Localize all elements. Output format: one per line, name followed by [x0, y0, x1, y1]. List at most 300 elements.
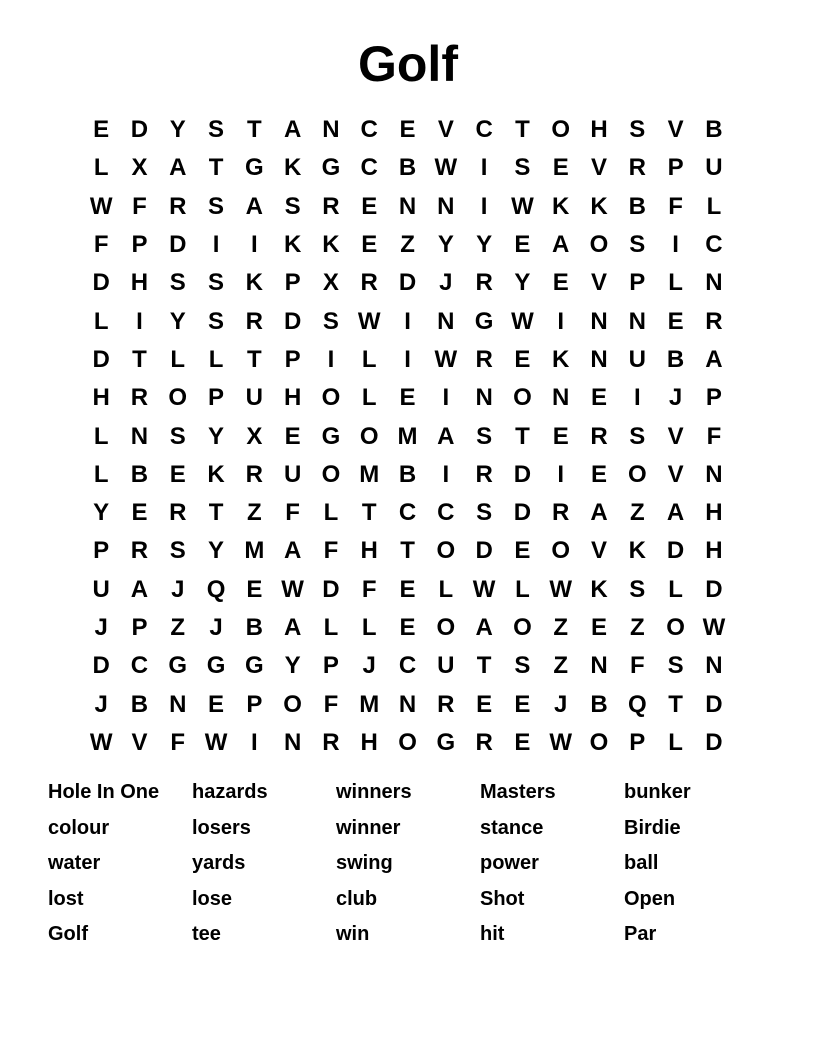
grid-letter: X [246, 422, 263, 450]
word-bank-item: Birdie [624, 816, 681, 839]
grid-letter: O [321, 384, 341, 412]
grid-letter: E [361, 231, 378, 259]
grid-letter: E [246, 575, 263, 603]
word-bank-item: winner [336, 816, 401, 839]
grid-letter: R [322, 728, 340, 756]
grid-letter: D [666, 537, 685, 565]
grid-letter: R [169, 499, 187, 527]
grid-letter: A [475, 614, 493, 641]
grid-letter: K [590, 575, 608, 603]
word-bank-item: hazards [192, 781, 268, 803]
grid-letter: P [629, 269, 646, 297]
grid-letter: L [93, 460, 109, 488]
grid-letter: R [475, 345, 493, 373]
grid-letter: F [132, 192, 147, 220]
grid-letter: G [474, 307, 494, 335]
grid-letter: P [93, 537, 110, 565]
grid-letter: R [437, 690, 455, 718]
grid-letter: S [476, 499, 493, 527]
grid-letter: S [667, 652, 684, 680]
word-bank-item: club [336, 887, 378, 910]
grid-letter: K [552, 192, 570, 220]
grid-letter: S [208, 192, 225, 220]
grid-letter: C [360, 116, 378, 144]
grid-letter: O [589, 728, 609, 756]
grid-letter: O [436, 537, 456, 565]
grid-letter: E [591, 614, 608, 641]
grid-letter: P [667, 154, 684, 182]
grid-letter: M [397, 422, 418, 450]
grid-letter: A [590, 499, 608, 527]
grid-letter: I [672, 231, 679, 259]
grid-letter: J [439, 269, 453, 297]
grid-letter: N [437, 307, 455, 335]
grid-letter: I [212, 231, 220, 259]
grid-letter: R [705, 307, 723, 335]
grid-letter: O [589, 231, 609, 259]
grid-letter: C [360, 154, 378, 182]
grid-letter: K [628, 537, 646, 565]
word-bank-item: bunker [624, 781, 691, 803]
grid-letter: T [247, 345, 262, 373]
grid-letter: Y [93, 499, 110, 527]
grid-letter: R [130, 384, 149, 412]
word-bank-item: stance [480, 816, 544, 839]
grid-letter: S [208, 269, 225, 297]
grid-letter: N [705, 269, 723, 297]
grid-letter: A [169, 154, 187, 182]
grid-letter: R [475, 269, 493, 297]
grid-letter: E [361, 192, 378, 220]
grid-letter: I [480, 154, 488, 182]
grid-letter: Z [170, 614, 186, 641]
word-bank [48, 775, 768, 953]
grid-letter: E [169, 460, 186, 488]
grid-letter: J [668, 384, 683, 412]
grid-letter: L [323, 499, 339, 527]
grid-letter: P [131, 231, 148, 259]
grid-letter: E [591, 384, 608, 412]
grid-letter: L [668, 575, 683, 603]
grid-letter: N [705, 652, 723, 680]
grid-letter: S [322, 307, 339, 335]
grid-letter: O [627, 460, 647, 488]
letter-grid [82, 111, 733, 762]
grid-letter: T [132, 345, 147, 373]
grid-letter: M [359, 460, 380, 488]
grid-letter: S [629, 422, 646, 450]
grid-letter: L [706, 192, 722, 220]
word-bank-item: ball [624, 852, 659, 875]
grid-letter: V [591, 269, 608, 297]
grid-letter: R [169, 192, 187, 220]
grid-letter: Y [208, 422, 225, 450]
grid-letter: E [667, 307, 684, 335]
grid-letter: Z [629, 499, 645, 527]
grid-letter: L [323, 614, 339, 641]
grid-letter: O [551, 116, 571, 144]
grid-letter: P [322, 652, 339, 680]
grid-letter: V [591, 154, 608, 182]
grid-letter: T [515, 422, 530, 450]
grid-letter: P [284, 345, 301, 373]
grid-letter: T [208, 499, 224, 527]
grid-letter: E [552, 422, 569, 450]
grid-letter: I [404, 307, 411, 335]
word-bank-item: power [480, 852, 539, 875]
grid-letter: G [168, 652, 188, 680]
grid-letter: P [131, 614, 148, 641]
grid-letter: D [283, 307, 302, 335]
grid-letter: S [208, 116, 225, 144]
grid-letter: J [554, 690, 568, 718]
grid-letter: D [513, 499, 532, 527]
grid-letter: Z [553, 614, 569, 641]
grid-letter: V [591, 537, 608, 565]
word-bank-item: Open [624, 887, 676, 910]
grid-letter: T [515, 116, 530, 144]
grid-letter: R [552, 499, 570, 527]
word-bank-item: swing [336, 852, 393, 875]
grid-letter: N [283, 728, 302, 756]
grid-letter: F [361, 575, 377, 603]
grid-letter: Q [627, 690, 647, 718]
grid-letter: O [283, 690, 302, 718]
grid-letter: O [359, 422, 379, 450]
grid-letter: J [362, 652, 376, 680]
word-bank-item: water [48, 852, 101, 875]
word-bank-item: Par [624, 923, 657, 946]
grid-letter: K [552, 345, 570, 373]
word-bank-item: Hole In One [48, 781, 160, 803]
grid-letter: I [251, 728, 258, 756]
grid-letter: E [514, 345, 531, 373]
grid-letter: E [591, 460, 608, 488]
grid-letter: B [705, 116, 723, 144]
grid-letter: B [130, 690, 149, 718]
grid-letter: D [130, 116, 149, 144]
grid-letter: T [400, 537, 415, 565]
grid-letter: I [442, 384, 450, 412]
grid-letter: E [552, 154, 569, 182]
grid-letter: N [475, 384, 493, 412]
grid-letter: R [322, 192, 340, 220]
grid-letter: F [323, 690, 339, 718]
grid-letter: S [169, 537, 186, 565]
grid-letter: H [360, 537, 378, 565]
grid-letter: R [475, 728, 493, 756]
grid-letter: Z [629, 614, 645, 641]
grid-letter: C [437, 499, 455, 527]
grid-letter: K [283, 154, 302, 182]
grid-letter: I [136, 307, 143, 335]
word-bank-item: tee [192, 923, 221, 946]
word-bank-item: Golf [48, 923, 88, 946]
grid-letter: C [398, 652, 417, 680]
grid-letter: D [92, 269, 110, 297]
grid-letter: U [92, 575, 110, 603]
grid-letter: U [245, 384, 263, 412]
word-bank-item: Masters [480, 781, 556, 803]
grid-letter: K [283, 231, 302, 259]
grid-letter: S [284, 192, 301, 220]
grid-letter: O [168, 384, 188, 412]
grid-letter: V [667, 116, 684, 144]
grid-letter: G [321, 154, 341, 182]
grid-letter: O [666, 614, 685, 641]
grid-letter: K [245, 269, 263, 297]
grid-letter: W [89, 728, 113, 756]
grid-letter: H [705, 537, 723, 565]
grid-letter: D [705, 728, 723, 756]
grid-letter: T [476, 652, 492, 680]
page-title: Golf [358, 36, 458, 92]
grid-letter: N [590, 307, 608, 335]
grid-letter: O [513, 384, 532, 412]
grid-letter: L [361, 384, 377, 412]
grid-letter: Y [169, 116, 186, 144]
word-bank-item: yards [192, 852, 246, 875]
word-bank-item: win [336, 923, 370, 946]
grid-letter: W [549, 575, 573, 603]
grid-letter: R [475, 460, 493, 488]
grid-letter: H [92, 384, 110, 412]
grid-letter: N [437, 192, 455, 220]
grid-letter: L [93, 422, 109, 450]
grid-letter: I [480, 192, 488, 220]
grid-letter: L [93, 154, 109, 182]
grid-letter: A [283, 537, 302, 565]
grid-letter: S [514, 652, 531, 680]
grid-letter: L [438, 575, 454, 603]
word-bank-item: winners [336, 781, 412, 803]
grid-letter: F [668, 192, 683, 220]
grid-letter: D [169, 231, 187, 259]
grid-letter: M [244, 537, 265, 565]
grid-letter: C [475, 116, 493, 144]
grid-letter: B [590, 690, 608, 718]
word-bank-item: Shot [480, 887, 525, 910]
grid-letter: V [437, 116, 454, 144]
grid-letter: L [208, 345, 224, 373]
word-bank-item: lost [48, 887, 84, 910]
grid-letter: B [628, 192, 646, 220]
grid-letter: L [93, 307, 109, 335]
grid-letter: N [705, 460, 723, 488]
grid-letter: P [246, 690, 263, 718]
grid-letter: H [590, 116, 608, 144]
grid-letter: R [360, 269, 378, 297]
grid-letter: A [437, 422, 455, 450]
grid-letter: S [208, 307, 225, 335]
grid-letter: O [513, 614, 532, 641]
grid-letter: B [666, 345, 685, 373]
grid-letter: E [399, 614, 416, 641]
grid-letter: L [668, 728, 683, 756]
grid-letter: E [476, 690, 493, 718]
grid-letter: R [130, 537, 149, 565]
grid-letter: O [551, 537, 571, 565]
grid-letter: D [92, 345, 110, 373]
grid-letter: J [209, 614, 223, 641]
grid-letter: P [629, 728, 646, 756]
grid-letter: A [130, 575, 149, 603]
grid-letter: I [557, 307, 565, 335]
grid-letter: R [590, 422, 608, 450]
grid-letter: A [705, 345, 723, 373]
grid-letter: H [705, 499, 723, 527]
grid-letter: I [404, 345, 411, 373]
grid-letter: A [552, 231, 570, 259]
grid-letter: B [398, 154, 417, 182]
grid-letter: Q [206, 575, 226, 603]
grid-letter: K [590, 192, 608, 220]
grid-letter: A [666, 499, 685, 527]
grid-letter: E [399, 116, 416, 144]
grid-letter: W [204, 728, 228, 756]
grid-letter: O [398, 728, 417, 756]
grid-letter: F [93, 231, 109, 259]
grid-letter: O [321, 460, 341, 488]
grid-letter: G [436, 728, 456, 756]
grid-letter: B [398, 460, 417, 488]
grid-letter: S [169, 422, 186, 450]
grid-letter: P [208, 384, 225, 412]
grid-letter: D [322, 575, 340, 603]
grid-letter: V [667, 460, 684, 488]
grid-letter: E [131, 499, 148, 527]
grid-letter: A [245, 192, 263, 220]
grid-letter: N [552, 384, 570, 412]
grid-letter: F [323, 537, 339, 565]
grid-letter: E [514, 537, 531, 565]
grid-letter: R [245, 460, 263, 488]
grid-letter: V [667, 422, 684, 450]
grid-letter: Y [437, 231, 454, 259]
grid-letter: D [92, 652, 110, 680]
grid-letter: Z [400, 231, 415, 259]
grid-letter: L [170, 345, 186, 373]
grid-letter: N [628, 307, 646, 335]
grid-letter: X [131, 154, 148, 182]
grid-letter: N [398, 690, 417, 718]
grid-letter: I [327, 345, 335, 373]
grid-letter: B [245, 614, 263, 641]
grid-letter: W [89, 192, 113, 220]
grid-letter: U [437, 652, 455, 680]
grid-letter: N [398, 192, 417, 220]
grid-letter: P [705, 384, 722, 412]
grid-letter: K [207, 460, 225, 488]
grid-letter: S [514, 154, 531, 182]
grid-letter: L [361, 345, 377, 373]
grid-letter: W [702, 614, 726, 641]
grid-letter: U [283, 460, 302, 488]
grid-letter: N [169, 690, 187, 718]
grid-letter: T [361, 499, 377, 527]
grid-letter: C [398, 499, 417, 527]
grid-letter: K [322, 231, 340, 259]
grid-letter: I [442, 460, 450, 488]
grid-letter: O [436, 614, 456, 641]
grid-letter: D [475, 537, 493, 565]
grid-letter: F [629, 652, 645, 680]
grid-letter: G [245, 154, 264, 182]
grid-letter: A [283, 116, 302, 144]
word-bank-item: lose [192, 887, 233, 910]
grid-letter: W [357, 307, 381, 335]
grid-letter: S [476, 422, 493, 450]
grid-letter: N [322, 116, 340, 144]
grid-letter: U [705, 154, 723, 182]
grid-letter: I [251, 231, 258, 259]
grid-letter: W [549, 728, 573, 756]
grid-letter: E [399, 575, 416, 603]
grid-letter: L [361, 614, 377, 641]
grid-letter: S [629, 116, 646, 144]
grid-letter: J [94, 614, 108, 641]
grid-letter: W [511, 307, 534, 335]
grid-letter: G [321, 422, 341, 450]
grid-letter: C [705, 231, 723, 259]
grid-letter: Y [284, 652, 301, 680]
grid-letter: I [633, 384, 641, 412]
grid-letter: Z [553, 652, 569, 680]
grid-letter: Y [514, 269, 531, 297]
grid-letter: G [206, 652, 226, 680]
grid-letter: J [94, 690, 108, 718]
grid-letter: I [557, 460, 565, 488]
grid-letter: E [399, 384, 416, 412]
word-bank-item: hit [480, 923, 505, 946]
grid-letter: F [170, 728, 186, 756]
grid-letter: B [130, 460, 149, 488]
grid-letter: A [283, 614, 302, 641]
grid-letter: Y [208, 537, 225, 565]
grid-letter: Z [247, 499, 262, 527]
word-bank-item: losers [192, 816, 251, 839]
grid-letter: X [322, 269, 339, 297]
grid-letter: L [668, 269, 683, 297]
grid-letter: F [706, 422, 722, 450]
word-bank-item: colour [48, 816, 110, 839]
grid-letter: M [359, 690, 380, 718]
grid-letter: G [245, 652, 264, 680]
grid-letter: R [245, 307, 263, 335]
grid-letter: U [628, 345, 646, 373]
grid-letter: D [513, 460, 532, 488]
grid-letter: W [434, 345, 458, 373]
grid-letter: W [472, 575, 496, 603]
grid-letter: N [130, 422, 149, 450]
grid-letter: N [590, 345, 608, 373]
grid-letter: W [281, 575, 304, 603]
grid-letter: L [515, 575, 530, 603]
grid-letter: E [284, 422, 301, 450]
grid-letter: E [514, 690, 531, 718]
grid-letter: V [131, 728, 148, 756]
grid-letter: H [283, 384, 302, 412]
grid-letter: E [93, 116, 110, 144]
grid-letter: S [629, 231, 646, 259]
grid-letter: S [169, 269, 186, 297]
grid-letter: E [552, 269, 569, 297]
grid-letter: D [398, 269, 417, 297]
grid-letter: F [285, 499, 300, 527]
grid-letter: Y [476, 231, 493, 259]
grid-letter: W [511, 192, 534, 220]
grid-letter: S [629, 575, 646, 603]
